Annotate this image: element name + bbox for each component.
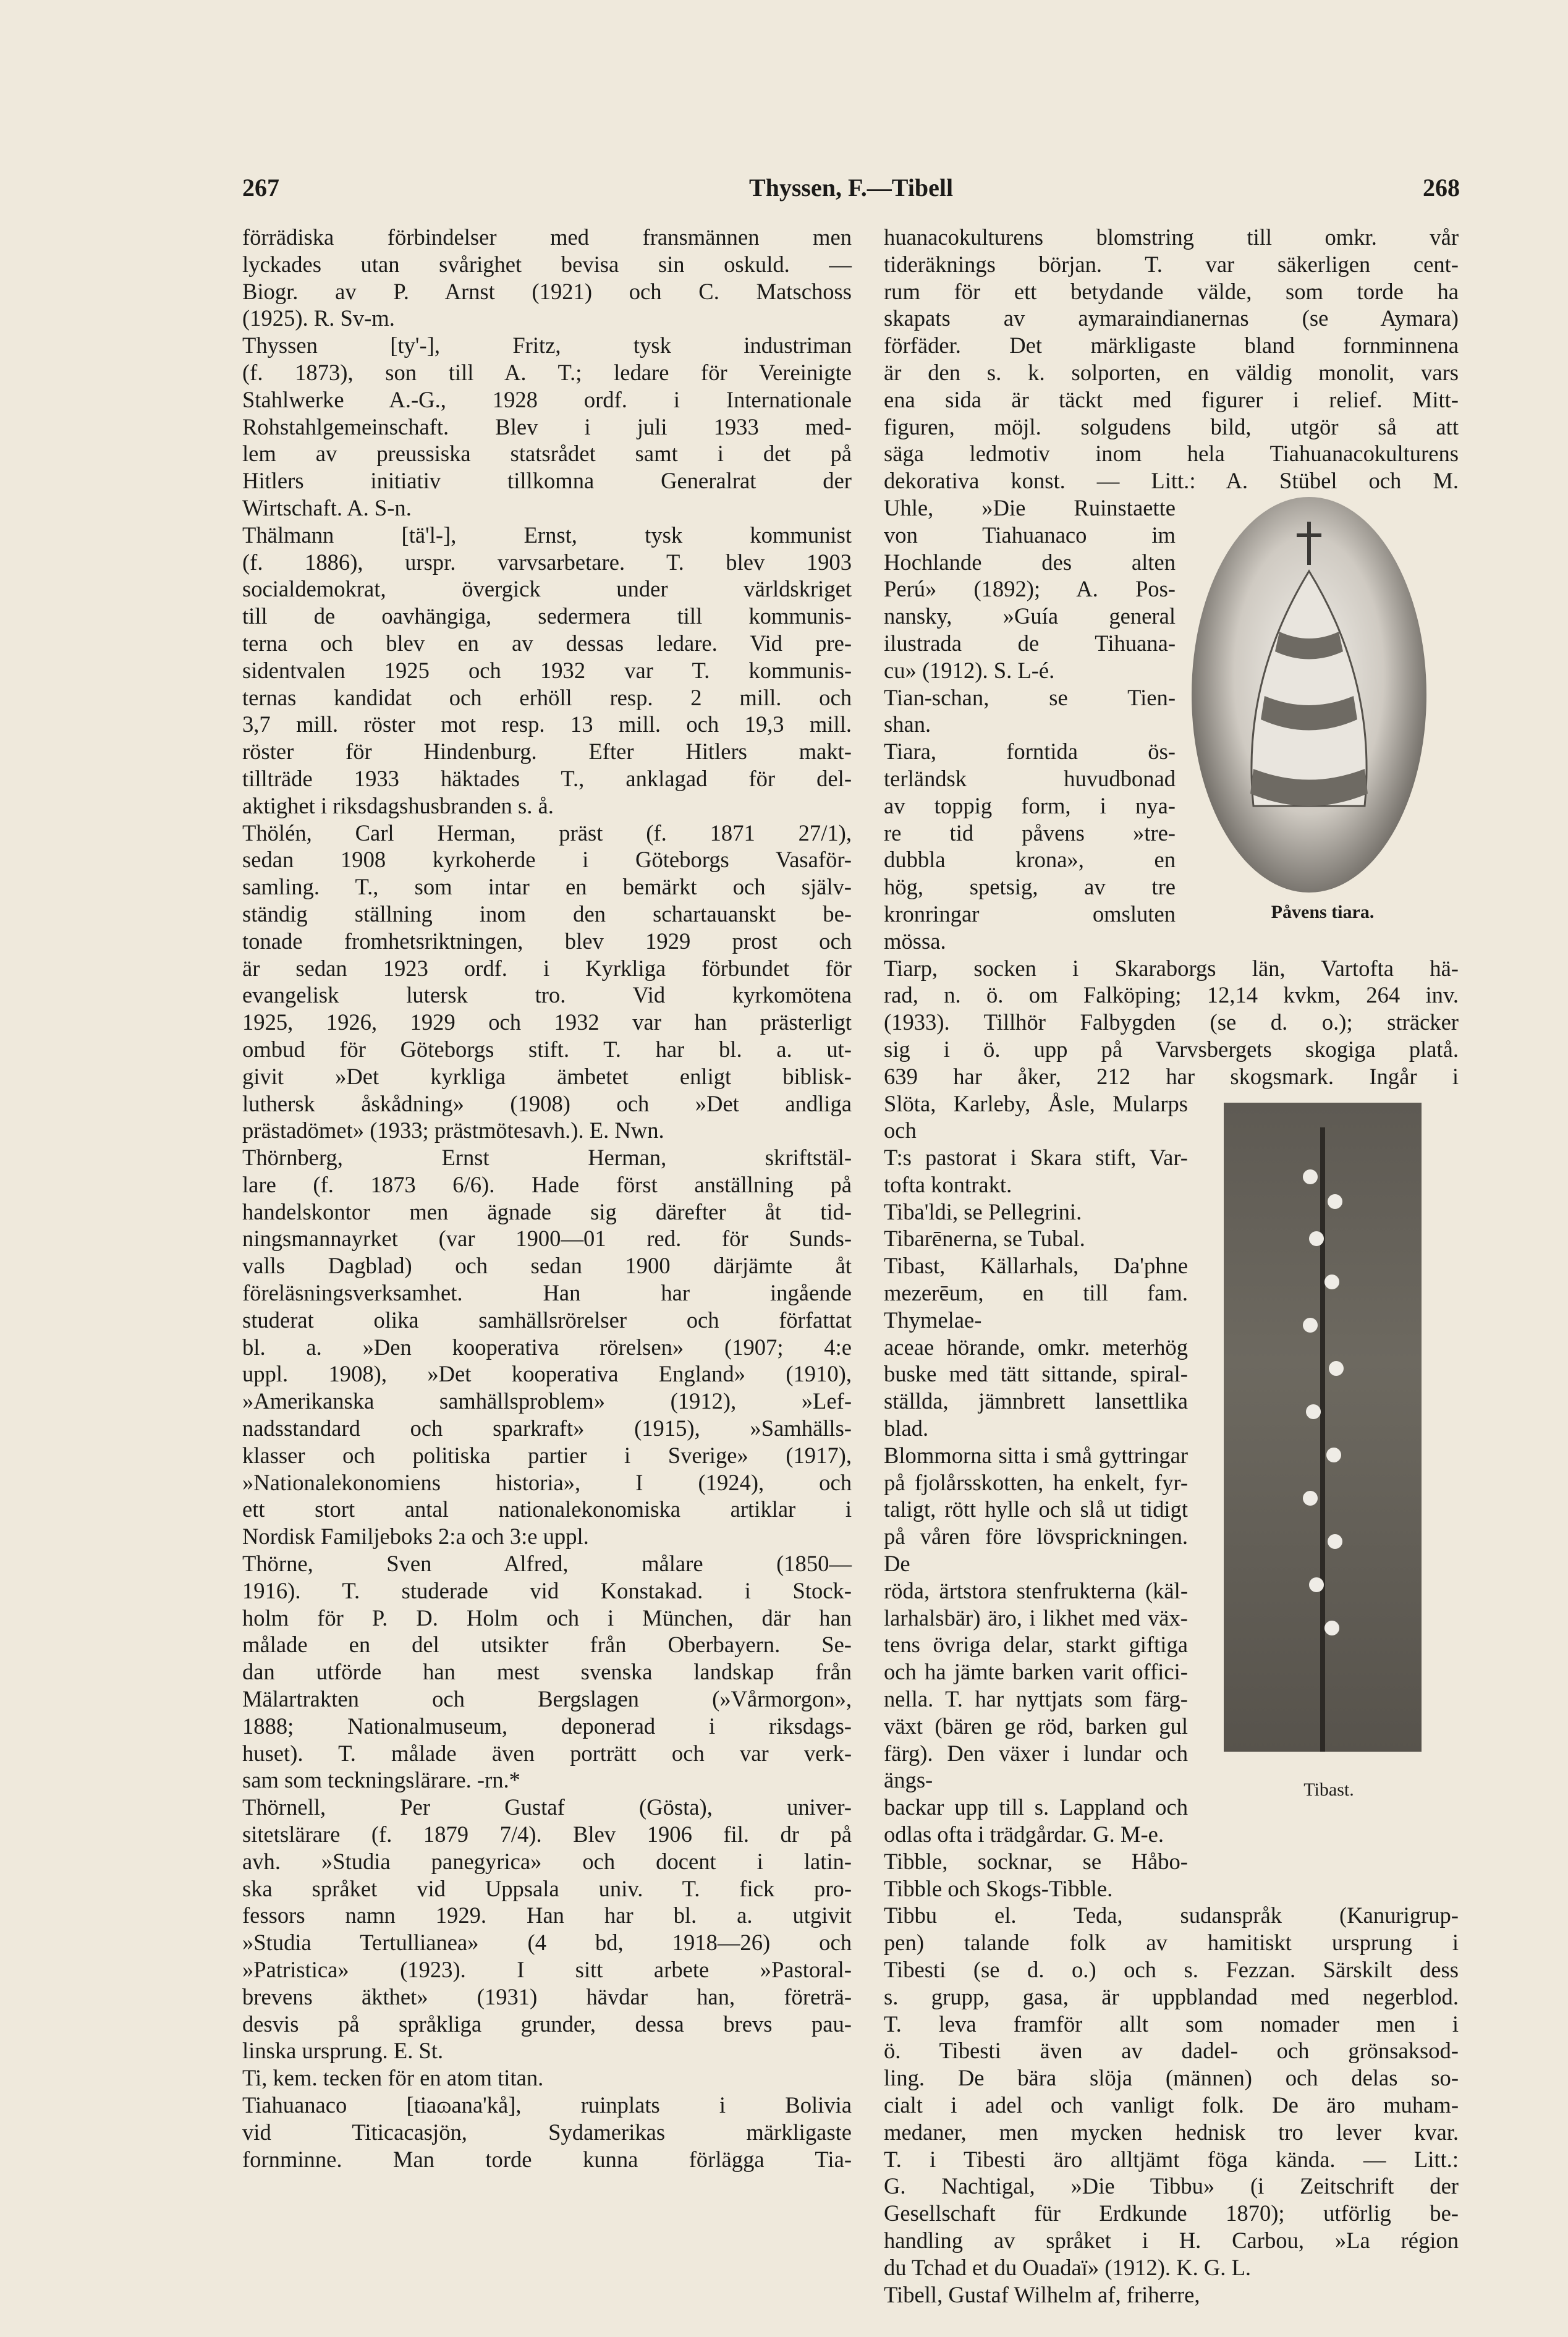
left-column-line: evangelisk lutersk tro. Vid kyrkomötena — [242, 982, 852, 1008]
right-column-top-line: rum för ett betydande välde, som torde ha — [884, 278, 1459, 304]
right-column-bottom-line: du Tchad et du Ouadaï» (1912). K. G. L. — [884, 2254, 1252, 2280]
right-column-bottom-line: s. grupp, gasa, är uppblandad med negerblod. — [884, 1983, 1459, 2009]
right-column-bottom-line: handling av språket i H. Carbou, »La région — [884, 2227, 1459, 2253]
right-column-tiara-line: von Tiahuanaco im — [884, 522, 1176, 548]
left-column-line: nadsstandard och sparkraft» (1915), »Samhälls- — [242, 1415, 852, 1441]
left-column-line: ternas kandidat och erhöll resp. 2 mill. och — [242, 684, 852, 710]
left-column-line: Thörne, Sven Alfred, målare (1850— — [242, 1551, 852, 1577]
left-column-line: »Amerikanska samhällsproblem» (1912), »Lef- — [242, 1388, 852, 1414]
right-column-top-line: figuren, möjl. solgudens bild, utgör så att — [884, 414, 1459, 439]
left-column-line: fessors namn 1929. Han har bl. a. utgivit — [242, 1902, 852, 1928]
left-column-line: sitetslärare (f. 1879 7/4). Blev 1906 fil. dr på — [242, 1822, 852, 1847]
left-column-line: (1925). R. Sv-m. — [242, 305, 395, 331]
right-column-top-line: skapats av aymaraindianernas (se Aymara) — [884, 305, 1459, 331]
right-column-bottom-line: pen) talande folk av hamitiskt ursprung i — [884, 1930, 1459, 1956]
left-column-line: ningsmannayrket (var 1900—01 red. för Sunds- — [242, 1226, 852, 1252]
left-column-line: prästadömet» (1933; prästmötesavh.). E. Nwn. — [242, 1118, 664, 1143]
left-column-line: Nordisk Familjeboks 2:a och 3:e uppl. — [242, 1524, 589, 1550]
right-column-bottom-line: Gesellschaft für Erdkunde 1870); utförlig be- — [884, 2200, 1459, 2226]
left-column-line: »Studia Tertullianea» (4 bd, 1918—26) och — [242, 1930, 852, 1956]
left-column-line: avh. »Studia panegyrica» och docent i latin- — [242, 1848, 852, 1874]
tiara-caption: Påvens tiara. — [1271, 901, 1375, 922]
right-column-top-line: säga ledmotiv inom hela Tiahuanacokulturens — [884, 441, 1459, 467]
left-column-line: Thölén, Carl Herman, präst (f. 1871 27/1), — [242, 820, 852, 846]
left-column-line: valls Dagblad) och sedan 1900 därjämte åt — [242, 1253, 852, 1279]
left-column-line: socialdemokrat, övergick under världskriget — [242, 576, 852, 602]
right-column-plant-line: och ha jämte barken varit offici- — [884, 1659, 1188, 1685]
left-column-line: röster för Hindenburg. Efter Hitlers makt- — [242, 739, 852, 765]
left-column-line: klasser och politiska partier i Sverige» (1917), — [242, 1442, 852, 1468]
left-column-line: terna och blev en av dessas ledare. Vid pre- — [242, 630, 852, 656]
right-column-plant-line: röda, ärtstora stenfrukterna (käl- — [884, 1577, 1188, 1603]
left-column-line: sam som teckningslärare. -rn.* — [242, 1767, 520, 1793]
right-column-tiara-line: re tid påvens »tre- — [884, 820, 1176, 846]
left-column-line: ska språket vid Uppsala univ. T. fick pro- — [242, 1875, 852, 1901]
right-column-top-line: förfäder. Det märkligaste bland fornminnena — [884, 333, 1459, 358]
right-column-bottom-line: Tibbu el. Teda, sudanspråk (Kanurigrup- — [884, 1902, 1459, 1928]
right-column-plant-line: Tiba'ldi, se Pellegrini. — [884, 1198, 1082, 1224]
left-column-line: holm för P. D. Holm och i München, där han — [242, 1605, 852, 1631]
tibast-caption: Tibast. — [1303, 1779, 1354, 1800]
left-column — [242, 224, 852, 2173]
left-column-line: bl. a. »Den kooperativa rörelsen» (1907; 4:e — [242, 1334, 852, 1360]
left-column-line: ständig ställning inom den schartauanskt be- — [242, 901, 852, 927]
right-column-tiara-line: dubbla krona», en — [884, 847, 1176, 873]
left-column-line: Stahlwerke A.-G., 1928 ordf. i Internationale — [242, 386, 852, 412]
right-column-mid-line: (1933). Tillhör Falbygden (se d. o.); sträcker — [884, 1009, 1459, 1035]
left-column-line: »Patristica» (1923). I sitt arbete »Pastoral- — [242, 1957, 852, 1982]
right-column-plant-line: färg). Den växer i lundar och ängs- — [884, 1740, 1188, 1793]
left-column-line: handelskontor men ägnade sig därefter åt tid- — [242, 1198, 852, 1224]
left-column-line: huset). T. målade även porträtt och var verk- — [242, 1740, 852, 1766]
right-column-tiara-line: Tiara, forntida ös- — [884, 739, 1176, 765]
right-column-bottom-line: ö. Tibesti även av dadel- och grönsaksod- — [884, 2038, 1459, 2064]
right-column-mid-line: 639 har åker, 212 har skogsmark. Ingår i — [884, 1063, 1459, 1089]
right-column-plant-line: tofta kontrakt. — [884, 1171, 1012, 1197]
left-column-line: »Nationalekonomiens historia», I (1924), och — [242, 1469, 852, 1495]
left-column-line: Ti, kem. tecken för en atom titan. — [242, 2065, 544, 2091]
left-column-line: linska ursprung. E. St. — [242, 2038, 444, 2064]
right-column-bottom-line: Tibesti (se d. o.) och s. Fezzan. Särskilt dess — [884, 1957, 1459, 1982]
left-column-line: till de oavhängiga, sedermera till kommunis- — [242, 603, 852, 629]
left-column-line: Biogr. av P. Arnst (1921) och C. Matschoss — [242, 278, 852, 304]
left-column-line: är sedan 1923 ordf. i Kyrkliga förbundet för — [242, 955, 852, 981]
right-column-bottom-line: ling. De bära slöja (männen) och delas so- — [884, 2065, 1459, 2091]
left-column-line: dan utförde han mest svenska landskap från — [242, 1659, 852, 1685]
right-column-plant-line: på fjolårsskotten, ha enkelt, fyr- — [884, 1469, 1188, 1495]
left-column-line: Thälmann [tä'l-], Ernst, tysk kommunist — [242, 522, 852, 548]
page-header — [242, 173, 1460, 210]
right-column-tiara-line: nansky, »Guía general — [884, 603, 1176, 629]
left-column-line: Tiahuanaco [tiaɷana'kå], ruinplats i Bolivia — [242, 2092, 852, 2118]
right-column-plant-line: på våren före lövsprickningen. De — [884, 1524, 1188, 1577]
right-column-tiara-line: ilustrada de Tihuana- — [884, 630, 1176, 656]
right-column-plant-line: Tibarēnerna, se Tubal. — [884, 1226, 1085, 1252]
tiara-figure — [1187, 497, 1459, 939]
left-column-line: studerat olika samhällsrörelser och författat — [242, 1307, 852, 1333]
left-column-line: Thörnberg, Ernst Herman, skriftstäl- — [242, 1145, 852, 1171]
left-column-line: luthersk åskådning» (1908) och »Det andliga — [242, 1090, 852, 1116]
right-column-bottom-line: T. leva framför allt som nomader men i — [884, 2011, 1459, 2037]
right-column-bottom-line: Tibell, Gustaf Wilhelm af, friherre, — [884, 2281, 1200, 2307]
left-column-line: vid Titicacasjön, Sydamerikas märkligaste — [242, 2119, 852, 2145]
left-column-line: (f. 1873), son till A. T.; ledare för Vereinigte — [242, 359, 852, 385]
tiara-image — [1192, 497, 1426, 893]
right-column-plant-line: växt (bären ge röd, barken gul — [884, 1713, 1188, 1739]
left-column-line: fornminne. Man torde kunna förlägga Tia- — [242, 2146, 852, 2172]
right-column-plant-line: backar upp till s. Lappland och — [884, 1794, 1188, 1820]
left-column-line: desvis på språkliga grunder, dessa brevs pau- — [242, 2011, 852, 2037]
right-column-plant-line: mezerēum, en till fam. Thymelae- — [884, 1280, 1188, 1333]
left-column-line: (f. 1886), urspr. varvsarbetare. T. blev 1903 — [242, 549, 852, 575]
right-column-tiara-line: hög, spetsig, av tre — [884, 874, 1176, 900]
left-column-line: Mälartrakten och Bergslagen (»Vårmorgon», — [242, 1686, 852, 1712]
left-column-line: Hitlers initiativ tillkomna Generalrat der — [242, 468, 852, 494]
left-column-line: Rohstahlgemeinschaft. Blev i juli 1933 med- — [242, 414, 852, 439]
right-column-bottom-line: T. i Tibesti äro alltjämt föga kända. — Litt.: — [884, 2146, 1459, 2172]
tibast-illustration — [1224, 1103, 1422, 1752]
left-column-line: sidentvalen 1925 och 1932 var T. kommunis- — [242, 657, 852, 683]
right-column-plant-line: odlas ofta i trädgårdar. G. M-e. — [884, 1822, 1164, 1847]
left-column-line: lyckades utan svårighet bevisa sin oskuld. — — [242, 251, 852, 277]
right-column-plant-line: taligt, rött hylle och slå ut tidigt — [884, 1496, 1188, 1522]
right-column-mid-line: rad, n. ö. om Falköping; 12,14 kvkm, 264 inv. — [884, 982, 1459, 1008]
left-column-line: tonade fromhetsriktningen, blev 1929 prost och — [242, 928, 852, 954]
left-column-line: samling. T., som intar en bemärkt och själv- — [242, 874, 852, 900]
tiara-illustration — [1192, 497, 1426, 893]
right-column-tiara-line: Hochlande des alten — [884, 549, 1176, 575]
right-column-tiara-line: mössa. — [884, 928, 946, 954]
left-column-line: lare (f. 1873 6/6). Hade först anställning på — [242, 1171, 852, 1197]
right-column-tiara-line: av toppig form, i nya- — [884, 792, 1176, 818]
right-column-plant-line: Blommorna sitta i små gyttringar — [884, 1442, 1188, 1468]
right-column-plant-line: Tibast, Källarhals, Da'phne — [884, 1253, 1188, 1279]
right-column-tiara-line: cu» (1912). S. L-é. — [884, 657, 1055, 683]
left-column-line: 3,7 mill. röster mot resp. 13 mill. och 19,3 mill. — [242, 711, 852, 737]
right-column-plant-line: buske med tätt sittande, spiral- — [884, 1361, 1188, 1387]
left-column-line: uppl. 1908), »Det kooperativa England» (1910), — [242, 1361, 852, 1387]
left-column-line: brevens äkthet» (1931) hävdar han, företrä- — [242, 1983, 852, 2009]
left-column-line: givit »Det kyrkliga ämbetet enligt biblisk- — [242, 1063, 852, 1089]
right-column-bottom-line: G. Nachtigal, »Die Tibbu» (i Zeitschrift der — [884, 2173, 1459, 2199]
right-column-mid-line: sig i ö. upp på Varvsbergets skogiga platå. — [884, 1036, 1459, 1062]
right-column-bottom-line: medaner, men mycken hednisk tro lever kvar. — [884, 2119, 1459, 2145]
right-column-tiara-line: Uhle, »Die Ruinstaette — [884, 494, 1176, 520]
left-column-line: förrädiska förbindelser med fransmännen men — [242, 224, 852, 250]
left-column-line: tillträde 1933 häktades T., anklagad för del- — [242, 765, 852, 791]
right-column-plant-line: Tibble och Skogs-Tibble. — [884, 1875, 1113, 1901]
right-column-plant-line: nella. T. har nyttjats som färg- — [884, 1686, 1188, 1712]
right-column-top-line: dekorativa konst. — Litt.: A. Stübel och M. — [884, 468, 1459, 494]
right-column — [884, 224, 1459, 2308]
right-column-plant-line: aceae hörande, omkr. meterhög — [884, 1334, 1188, 1360]
left-column-line: lem av preussiska statsrådet samt i det på — [242, 441, 852, 467]
left-column-line: föreläsningsverksamhet. Han har ingående — [242, 1280, 852, 1306]
right-column-top-line: tideräknings början. T. var säkerligen cent- — [884, 251, 1459, 277]
page-number-left: 267 — [242, 174, 279, 201]
right-column-plant-line: tens övriga delar, starkt giftiga — [884, 1632, 1188, 1658]
tibast-image — [1224, 1103, 1422, 1752]
left-column-line: ombud för Göteborgs stift. T. har bl. a. ut- — [242, 1036, 852, 1062]
left-column-line: sedan 1908 kyrkoherde i Göteborgs Vasaför- — [242, 847, 852, 873]
right-column-plant-line: ställda, jämnbrett lansettlika blad. — [884, 1388, 1188, 1441]
left-column-line: aktighet i riksdagshusbranden s. å. — [242, 792, 554, 818]
right-column-plant-line: T:s pastorat i Skara stift, Var- — [884, 1145, 1188, 1171]
right-column-tiara-line: Perú» (1892); A. Pos- — [884, 576, 1176, 602]
right-column-tiara-line: kronringar omsluten — [884, 901, 1176, 927]
right-column-plant-line: Tibble, socknar, se Håbo- — [884, 1848, 1188, 1874]
left-column-line: 1888; Nationalmuseum, deponerad i riksdags- — [242, 1713, 852, 1739]
running-title: Thyssen, F.—Tibell — [748, 174, 954, 201]
right-column-mid-line: Tiarp, socken i Skaraborgs län, Vartofta hä- — [884, 955, 1459, 981]
page-number-right: 268 — [1423, 174, 1460, 201]
right-column-top-line: huanacokulturens blomstring till omkr. vår — [884, 224, 1459, 250]
right-column-tiara-line: Tian-schan, se Tien- — [884, 684, 1176, 710]
right-column-top-line: ena sida är täckt med figurer i relief. Mitt- — [884, 386, 1459, 412]
left-column-line: 1916). T. studerade vid Konstakad. i Stock- — [242, 1577, 852, 1603]
right-column-plant-line: larhalsbär) äro, i likhet med väx- — [884, 1605, 1188, 1631]
right-column-tiara-line: shan. — [884, 711, 931, 737]
left-column-line: Thörnell, Per Gustaf (Gösta), univer- — [242, 1794, 852, 1820]
left-column-line: 1925, 1926, 1929 och 1932 var han prästerligt — [242, 1009, 852, 1035]
left-column-line: Thyssen [ty'-], Fritz, tysk industriman — [242, 333, 852, 358]
right-column-tiara-line: terländsk huvudbonad — [884, 765, 1176, 791]
left-column-line: målade en del utsikter från Oberbayern. Se- — [242, 1632, 852, 1658]
left-column-line: Wirtschaft. A. S-n. — [242, 494, 412, 520]
right-column-bottom-line: cialt i adel och vanligt folk. De äro muham- — [884, 2092, 1459, 2118]
right-column-top-line: är den s. k. solporten, en väldig monolit, vars — [884, 359, 1459, 385]
right-column-plant-line: Slöta, Karleby, Åsle, Mularps och — [884, 1090, 1188, 1143]
tibast-figure — [1199, 1103, 1459, 1869]
left-column-line: ett stort antal nationalekonomiska artiklar i — [242, 1496, 852, 1522]
